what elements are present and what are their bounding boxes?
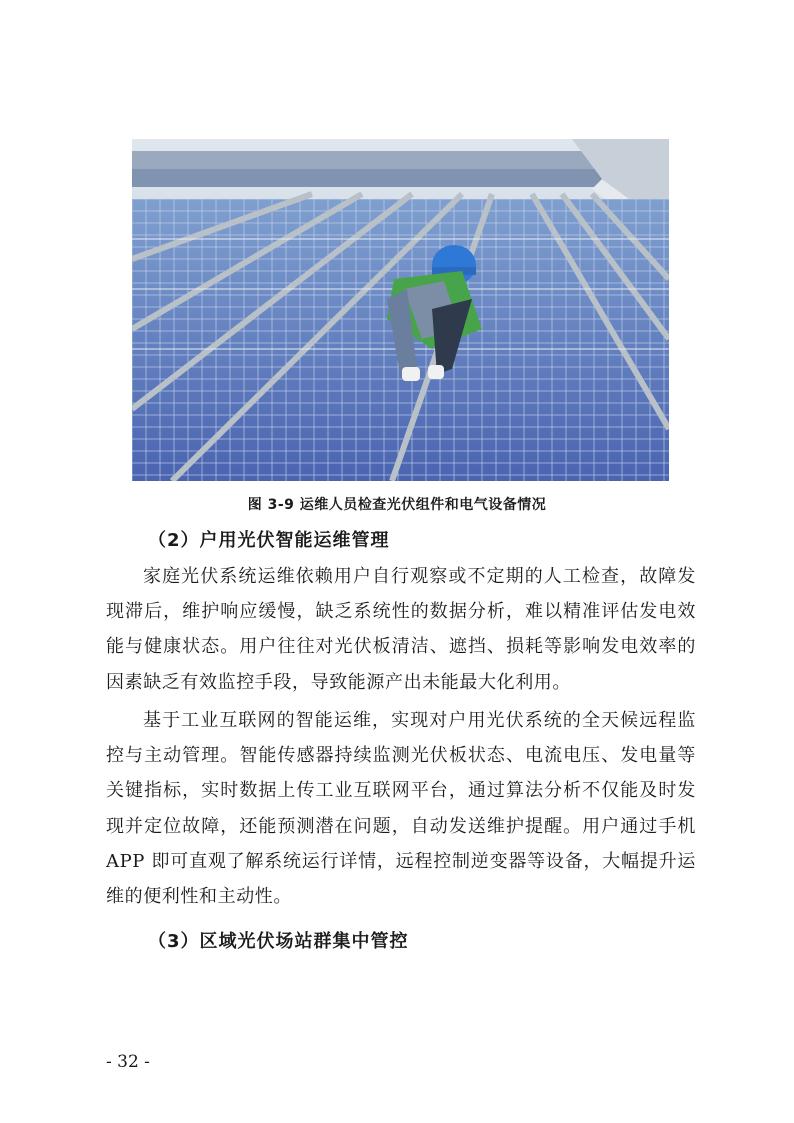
page-number: - 32 - xyxy=(106,1052,150,1072)
figure-caption: 图 3-9 运维人员检查光伏组件和电气设备情况 xyxy=(247,497,547,513)
paragraph-2: 基于工业互联网的智能运维，实现对户用光伏系统的全天候远程监控与主动管理。智能传感器持续监测光伏板状态、电流电压、发电量等关键指标，实时数据上传工业互联网平台，通过算法分析不仅能及时发现并定位故障，还能预测潜在问题，自动发送维护提醒。用户通过手机 APP 即可直观了解系统运行详情，远程控制逆变器等设备，大幅提升运维的便利性和主动性。 xyxy=(106,710,696,908)
section-heading-2: （2）户用光伏智能运维管理 xyxy=(148,530,390,551)
paragraph-1: 家庭光伏系统运维依赖用户自行观察或不定期的人工检查，故障发现滞后，维护响应缓慢，缺乏系统性的数据分析，难以精准评估发电效能与健康状态。用户往往对光伏板清洁、遮挡、损耗等影响发电效率的因素缺乏有效监控手段，导致能源产出未能最大化利用。 xyxy=(106,566,696,693)
section-heading-3: （3）区域光伏场站群集中管控 xyxy=(148,931,409,952)
solar-maintenance-photo xyxy=(132,139,669,481)
